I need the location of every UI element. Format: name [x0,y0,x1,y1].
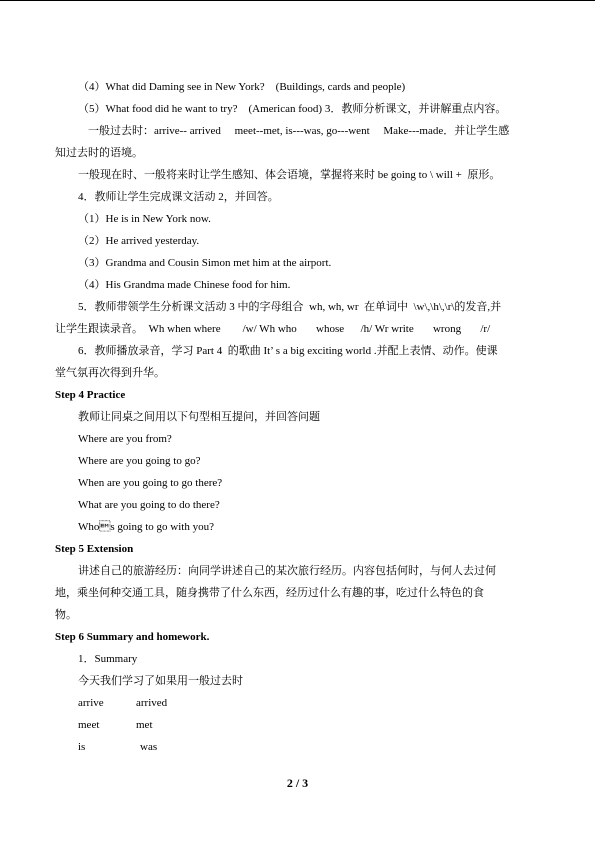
step-item-5-cont: 让学生跟读录音。 Wh when where /w/ Wh who whose /h/ Wr write wrong /r/ [55,323,491,335]
step-4-heading: Step 4 Practice [55,389,126,401]
past-tense-paragraph: 一般过去时：arrive-- arrived meet--met, is---was, go---went Make---made．并让学生感 [88,125,510,137]
practice-question: Where are you going to go? [78,455,201,467]
answer-2: （2）He arrived yesterday. [78,235,200,247]
past-tense-paragraph-cont: 知过去时的语境。 [55,147,143,159]
summary-item: 1．Summary [78,653,138,665]
word-base: is [78,741,86,753]
step-6-heading: Step 6 Summary and homework. [55,631,210,643]
step-item-4: 4．教师让学生完成课文活动 2，并回答。 [78,191,279,203]
answer-1: （1）He is in New York now. [78,213,211,225]
extension-paragraph-cont: 地，乘坐何种交通工具，随身携带了什么东西，经历过什么有趣的事，吃过什么特色的食 [55,587,484,599]
step-item-6-cont: 堂气氛再次得到升华。 [55,367,165,379]
practice-instruction: 教师让同桌之间用以下句型相互提问，并回答问题 [78,411,320,423]
word-past: arrived [136,697,168,709]
question-5: （5）What food did he want to try? (American food) 3．教师分析课文，并讲解重点内容。 [78,103,507,115]
practice-question: Where are you from? [78,433,172,445]
word-base: arrive [78,697,104,709]
practice-question: When are you going to go there? [78,477,223,489]
extension-paragraph-cont: 物。 [55,609,77,621]
tense-paragraph: 一般现在时、一般将来时让学生感知、体会语境，掌握将来时 be going to \ will + 原形。 [78,169,501,181]
word-past: was [140,741,158,753]
answer-3: （3）Grandma and Cousin Simon met him at the airport. [78,257,332,269]
word-base: meet [78,719,100,731]
step-item-6: 6．教师播放录音，学习 Part 4 的歌曲 It’ s a big exciting world .并配上表情、动作。使课 [78,345,498,357]
word-past: met [136,719,153,731]
answer-4: （4）His Grandma made Chinese food for him. [78,279,291,291]
step-item-5: 5．教师带领学生分析课文活动 3 中的字母组合 wh, wh, wr 在单词中 \w\,\h\,\r\的发音,并 [78,301,502,313]
practice-question: What are you going to do there? [78,499,220,511]
question-4: （4）What did Daming see in New York? (Buildings, cards and people) [78,81,406,93]
practice-question: Whos going to go with you? [78,521,214,533]
page-number: 2 / 3 [286,776,309,790]
step-5-heading: Step 5 Extension [55,543,134,555]
extension-paragraph: 讲述自己的旅游经历：向同学讲述自己的某次旅行经历。内容包括何时，与何人去过何 [78,565,496,577]
summary-intro: 今天我们学习了如果用一般过去时 [78,675,243,687]
